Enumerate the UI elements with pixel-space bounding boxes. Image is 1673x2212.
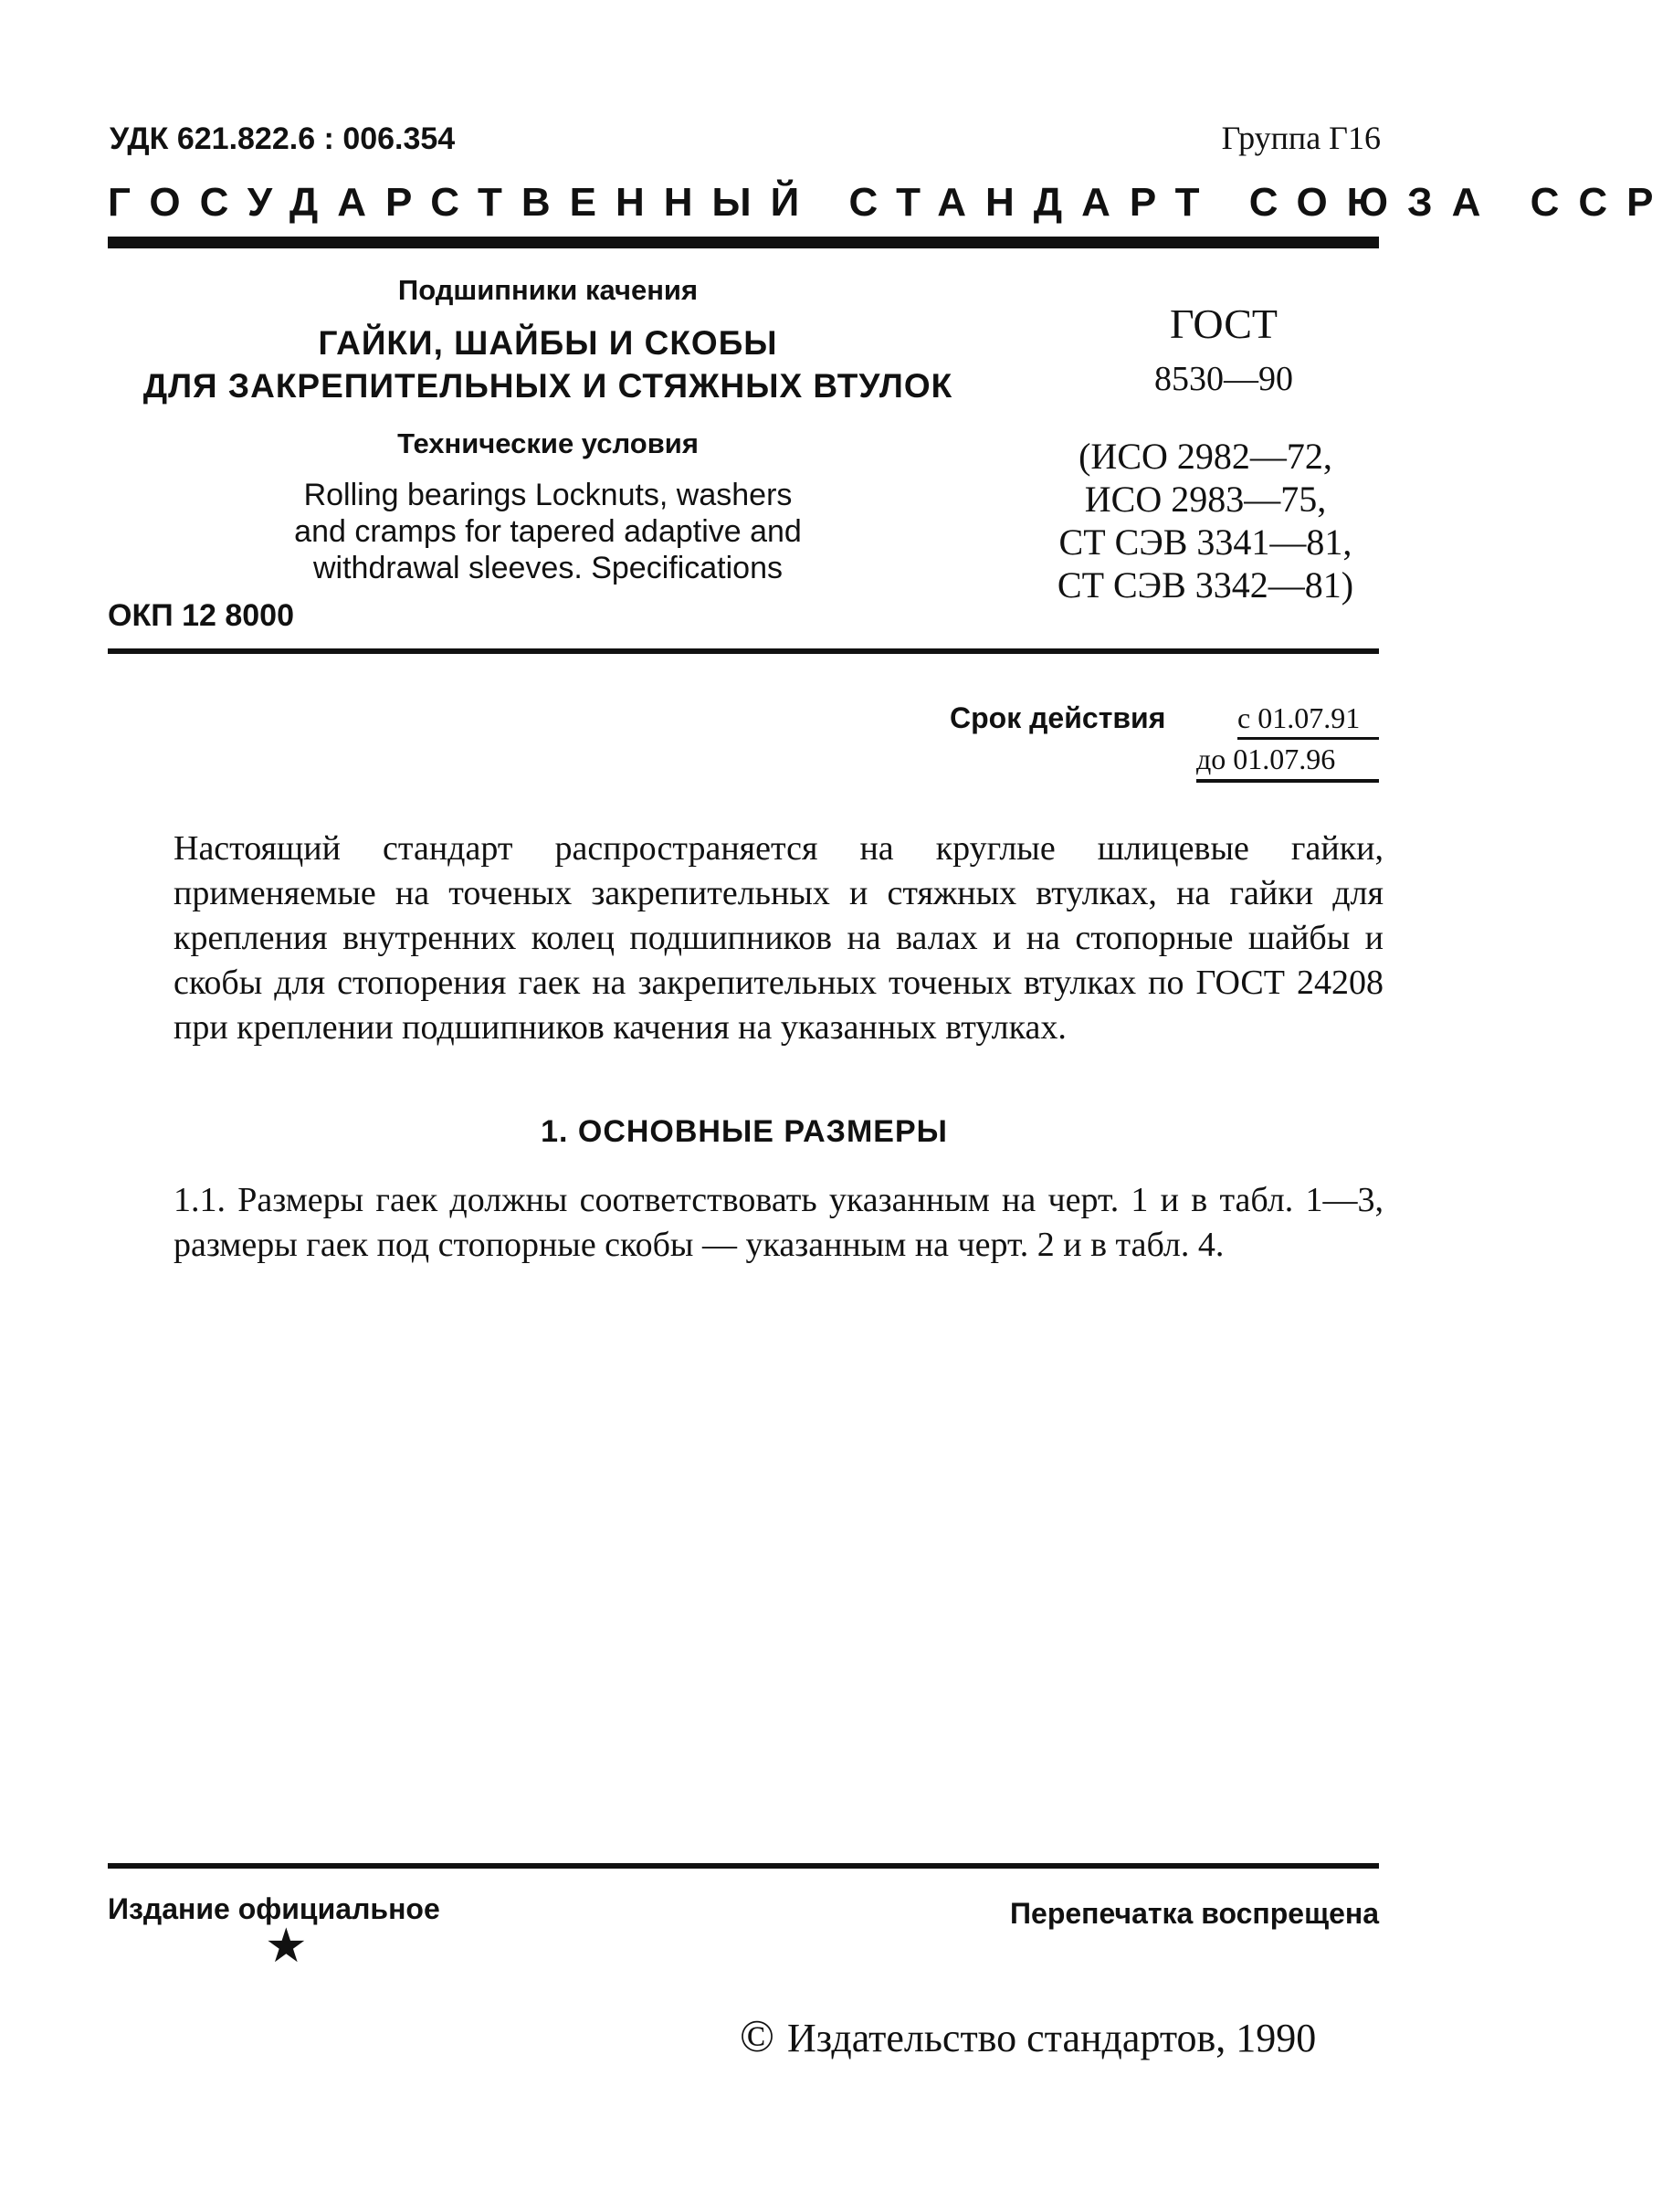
state-standard-title: ГОСУДАРСТВЕННЫЙ СТАНДАРТ СОЮЗА ССР (108, 180, 1673, 225)
copyright-icon: © (740, 2010, 774, 2061)
group-code: Группа Г16 (1221, 120, 1381, 156)
clause-paragraph (174, 1178, 1384, 1268)
english-title-line: and cramps for tapered adaptive and (294, 514, 802, 549)
middle-rule (108, 648, 1379, 654)
reprint-prohibited-label: Перепечатка воспрещена (1010, 1897, 1379, 1930)
subject-heading: Подшипники качения (397, 274, 699, 306)
iso-reference-line: ИСО 2983—75, (1084, 479, 1327, 520)
gost-label: ГОСТ (1169, 300, 1278, 347)
okp-code: ОКП 12 8000 (108, 598, 294, 633)
iso-references (1014, 435, 1397, 606)
official-edition-label: Издание официальное (108, 1892, 440, 1925)
scope-paragraph (174, 827, 1384, 1050)
udk-code: УДК 621.822.6 : 006.354 (110, 121, 456, 156)
english-title-line: Rolling bearings Locknuts, washers (303, 478, 793, 512)
document-title-line-1: ГАЙКИ, ШАЙБЫ И СКОБЫ (318, 324, 778, 362)
copyright-text: Издательство стандартов, 1990 (787, 2016, 1317, 2060)
document-title-line-2: ДЛЯ ЗАКРЕПИТЕЛЬНЫХ И СТЯЖНЫХ ВТУЛОК (142, 367, 953, 405)
scope-text: Настоящий стандарт распространяется на круглые шлицевые гайки, применяемые на точеных закрепительных и стяжных втулках, на гайки для крепления внутренних колец подшипников на валах и на стопорные шайбы и скобы для стопорения гаек на закрепительных точеных втулках по ГОСТ 24208 при креплении подшипников качения на указанных втулках. (174, 829, 1384, 1047)
iso-reference-line: СТ СЭВ 3342—81) (1057, 564, 1354, 606)
top-thick-rule (108, 237, 1379, 248)
section-heading: 1. ОСНОВНЫЕ РАЗМЕРЫ (541, 1114, 948, 1149)
gost-number: 8530—90 (1154, 360, 1293, 398)
iso-reference-line: СТ СЭВ 3341—81, (1058, 521, 1352, 563)
validity-from: с 01.07.91 (1237, 701, 1361, 734)
star-icon: ★ (265, 1921, 308, 1973)
english-title (110, 477, 986, 586)
validity-to: до 01.07.96 (1196, 743, 1336, 775)
iso-reference-line: (ИСО 2982—72, (1079, 436, 1332, 477)
copyright-line (740, 2009, 1316, 2062)
bottom-rule (108, 1863, 1379, 1869)
specifications-heading: Технические условия (397, 427, 699, 459)
clause-text: 1.1. Размеры гаек должны соответствовать указанным на черт. 1 и в табл. 1—3, размеры гаек под стопорные скобы — указанным на черт. 2 и в табл. 4. (174, 1181, 1384, 1264)
validity-underline (1237, 737, 1379, 740)
validity-label: Срок действия (950, 701, 1166, 734)
english-title-line: withdrawal sleeves. Specifications (312, 551, 784, 585)
validity-underline (1196, 779, 1379, 783)
